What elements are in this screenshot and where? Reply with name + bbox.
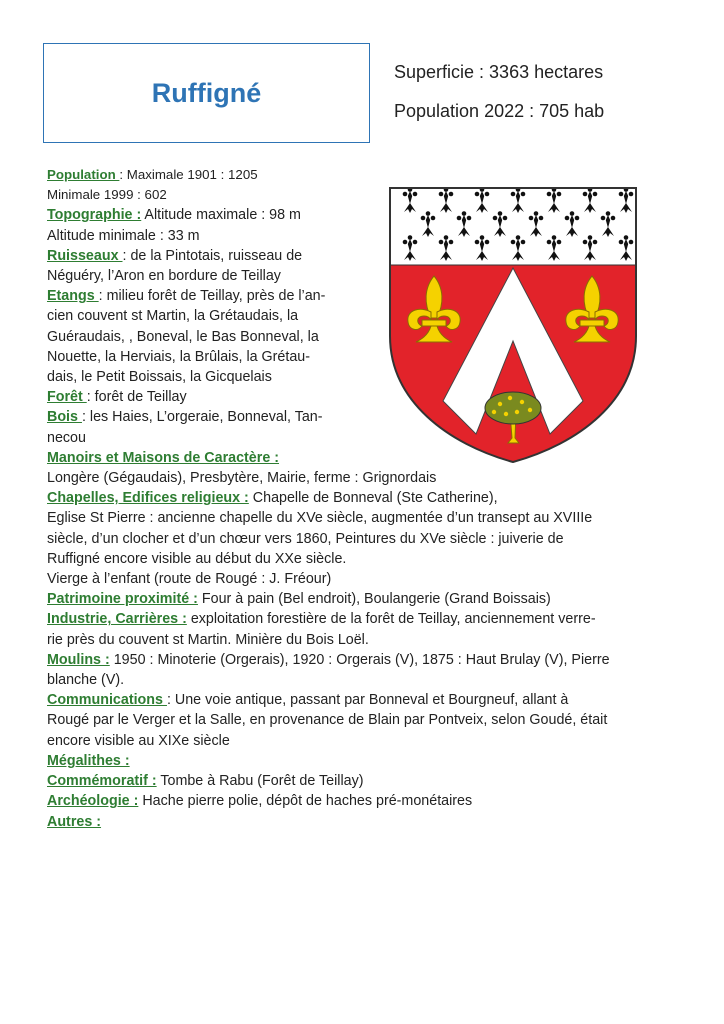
section-label: Manoirs et Maisons de Caractère : xyxy=(47,449,280,466)
info-line xyxy=(47,569,687,589)
line-text: les Haies, L’orgeraie, Bonneval, Tan- xyxy=(89,409,323,426)
info-line xyxy=(47,690,687,710)
section-label: Patrimoine proximité : xyxy=(47,591,198,608)
info-line xyxy=(47,589,687,609)
info-line xyxy=(47,710,687,730)
line-text: Rougé par le Verger et la Salle, en provenance de Blain par Pontveix, selon Goudé, était xyxy=(47,712,608,729)
line-text: encore visible au XIXe siècle xyxy=(47,732,230,749)
line-text: Ruffigné encore visible au début du XXe siècle. xyxy=(47,550,347,567)
info-line xyxy=(47,165,365,185)
info-line xyxy=(47,488,687,508)
line-text: Une voie antique, passant par Bonneval et Bourgneuf, allant à xyxy=(174,692,569,709)
section-label: Ruisseaux xyxy=(47,247,123,264)
info-line xyxy=(47,226,365,246)
info-line xyxy=(47,670,687,690)
line-text: Longère (Gégaudais), Presbytère, Mairie, ferme : Grignordais xyxy=(47,470,437,487)
info-line xyxy=(47,529,687,549)
section-label: Archéologie : xyxy=(47,793,139,810)
section-label: Bois xyxy=(47,409,82,426)
section-label: Commémoratif : xyxy=(47,773,157,790)
area-stat: Superficie : 3363 hectares xyxy=(394,62,604,82)
section-label: Mégalithes : xyxy=(47,752,130,769)
info-line xyxy=(47,609,687,629)
info-line xyxy=(47,185,365,205)
section-label: Communications xyxy=(47,692,167,709)
info-line xyxy=(47,549,687,569)
info-line xyxy=(47,448,687,468)
info-line xyxy=(47,650,687,670)
line-text: Maximale 1901 : 1205 xyxy=(126,167,258,182)
line-text: Minimale 1999 : 602 xyxy=(47,187,167,203)
line-text: Eglise St Pierre : ancienne chapelle du XVe siècle, augmentée d’un transept au XVIIIe xyxy=(47,510,593,527)
line-text: Néguéry, l’Aron en bordure de Teillay xyxy=(47,268,281,285)
info-line xyxy=(47,751,687,771)
line-text: 1950 : Minoterie (Orgerais), 1920 : Orgerais (V), 1875 : Haut Brulay (V), Pierre xyxy=(109,651,610,668)
label-separator: : xyxy=(119,167,127,182)
line-text: Tombe à Rabu (Forêt de Teillay) xyxy=(156,773,364,790)
info-line xyxy=(47,266,365,286)
info-line xyxy=(47,286,365,306)
population-stat: Population 2022 : 705 hab xyxy=(394,101,605,121)
label-separator: : xyxy=(166,692,175,709)
section-label: Etangs xyxy=(47,288,99,305)
info-line xyxy=(47,205,365,225)
info-line xyxy=(47,347,365,367)
section-label: Moulins : xyxy=(47,651,110,668)
label-separator: : xyxy=(122,247,131,264)
line-text: de la Pintotais, ruisseau de xyxy=(130,247,303,264)
section-label: Chapelles, Edifices religieux : xyxy=(47,490,249,507)
section-label: Autres : xyxy=(47,813,102,830)
line-text: necou xyxy=(47,429,86,446)
info-line xyxy=(47,731,687,751)
info-line xyxy=(47,812,687,832)
info-line xyxy=(47,306,365,326)
section-label: Forêt xyxy=(47,389,87,406)
line-text: Altitude maximale : 98 m xyxy=(141,207,301,224)
line-text: Guéraudais, , Boneval, le Bas Bonneval, la xyxy=(47,328,319,345)
info-line xyxy=(47,468,687,488)
info-line xyxy=(47,791,687,811)
line-text: Vierge à l’enfant (route de Rougé : J. Fréour) xyxy=(47,571,332,588)
info-line xyxy=(47,771,687,791)
info-line xyxy=(47,407,365,427)
section-label: Topographie : xyxy=(47,207,142,224)
label-separator: : xyxy=(98,288,107,305)
info-line xyxy=(47,367,365,387)
line-text: Hache pierre polie, dépôt de haches pré-monétaires xyxy=(138,793,473,810)
info-line xyxy=(47,387,365,407)
line-text: cien couvent st Martin, la Grétaudais, la xyxy=(47,308,299,325)
title-box xyxy=(43,43,370,143)
info-line xyxy=(47,508,687,528)
line-text: exploitation forestière de la forêt de Teillay, anciennement verre- xyxy=(186,611,596,628)
info-line xyxy=(47,428,365,448)
line-text: Altitude minimale : 33 m xyxy=(47,227,200,244)
line-text: dais, le Petit Boissais, la Gicquelais xyxy=(47,369,272,386)
page-title: Ruffigné xyxy=(151,77,262,108)
line-text: rie près du couvent st Martin. Minière du Bois Loël. xyxy=(47,631,369,648)
info-line xyxy=(47,630,687,650)
line-text: Nouette, la Herviais, la Brûlais, la Grétau- xyxy=(47,348,311,365)
section-label: Industrie, Carrières : xyxy=(47,611,187,628)
section-label: Population xyxy=(47,167,120,182)
line-text: milieu forêt de Teillay, près de l’an- xyxy=(106,288,326,305)
label-separator: : xyxy=(86,389,95,406)
line-text: forêt de Teillay xyxy=(94,389,187,406)
line-text: Chapelle de Bonneval (Ste Catherine), xyxy=(248,490,498,507)
info-line xyxy=(47,246,365,266)
line-text: siècle, d’un clocher et d’un chœur vers 1860, Peintures du XVe siècle : juiverie de xyxy=(47,530,564,547)
line-text: Four à pain (Bel endroit), Boulangerie (Grand Boissais) xyxy=(197,591,551,608)
info-line xyxy=(47,327,365,347)
info-section xyxy=(47,165,687,832)
line-text: blanche (V). xyxy=(47,672,125,689)
label-separator: : xyxy=(81,409,90,426)
